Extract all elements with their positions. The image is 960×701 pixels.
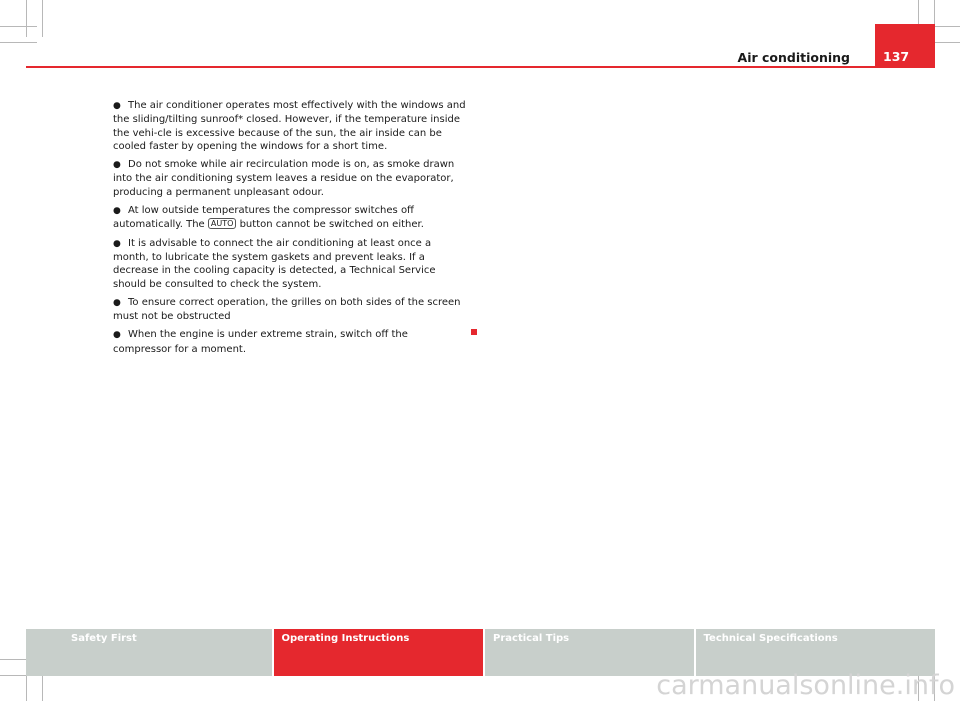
footer-tab-operating-instructions[interactable]	[274, 629, 484, 676]
footer-tab-label: Safety First	[71, 633, 137, 644]
note-paragraph	[113, 99, 469, 153]
bullet-icon: ●	[113, 160, 121, 171]
note-paragraph	[113, 204, 469, 232]
footer-tab-safety-first[interactable]	[26, 629, 272, 676]
note-text: Do not smoke while air recirculation mode is on, as smoke drawn into the air conditioning system leaves a residue on the evaporator, producing a permanent unpleasant odour.	[113, 159, 455, 198]
crop-mark	[0, 42, 37, 43]
footer-tab-label: Practical Tips	[493, 633, 570, 644]
crop-mark	[42, 0, 43, 37]
footer-tab-practical-tips[interactable]	[485, 629, 694, 676]
auto-button-label: AUTO	[208, 218, 237, 229]
page-number: 137	[883, 49, 910, 64]
note-paragraph	[113, 158, 469, 199]
note-text: button cannot be switched on either.	[236, 219, 424, 231]
bullet-icon: ●	[113, 297, 121, 308]
note-text: When the engine is under extreme strain, switch off the compressor for a moment.	[113, 329, 408, 355]
note-text: At low outside temperatures the compressor switches off automatically. The	[113, 205, 414, 231]
page-number-tab	[875, 24, 935, 67]
note-text: It is advisable to connect the air conditioning at least once a month, to lubricate the system gaskets and prevent leaks. If a decrease in the cooling capacity is detected, a Technical Service should be consulted to check the system.	[113, 237, 436, 290]
footer-nav	[26, 629, 935, 676]
watermark: carmanualsonline.info	[656, 670, 955, 701]
bullet-icon: ●	[113, 238, 121, 249]
section-end-marker-icon	[471, 329, 477, 335]
crop-mark	[26, 0, 27, 37]
crop-mark	[0, 26, 37, 27]
footer-tab-technical-specifications[interactable]	[696, 629, 935, 676]
page-content	[113, 99, 469, 361]
note-text: The air conditioner operates most effectively with the windows and the sliding/tilting sunroof* closed. However, if the temperature inside the vehi-cle is excessive because of the sun, the air inside can be cooled faster by opening the windows for a short time.	[113, 100, 466, 152]
bullet-icon: ●	[113, 101, 121, 111]
note-text: To ensure correct operation, the grilles on both sides of the screen must not be obstructed	[113, 296, 461, 323]
bullet-icon: ●	[113, 330, 121, 341]
note-paragraph	[113, 237, 469, 291]
footer-tab-label: Technical Specifications	[703, 633, 838, 644]
footer-tab-label: Operating Instructions	[281, 633, 410, 644]
section-title: Air conditioning	[737, 50, 850, 65]
note-paragraph	[113, 296, 469, 324]
header-rule	[26, 66, 935, 68]
note-paragraph	[113, 328, 469, 356]
bullet-icon: ●	[113, 206, 121, 217]
